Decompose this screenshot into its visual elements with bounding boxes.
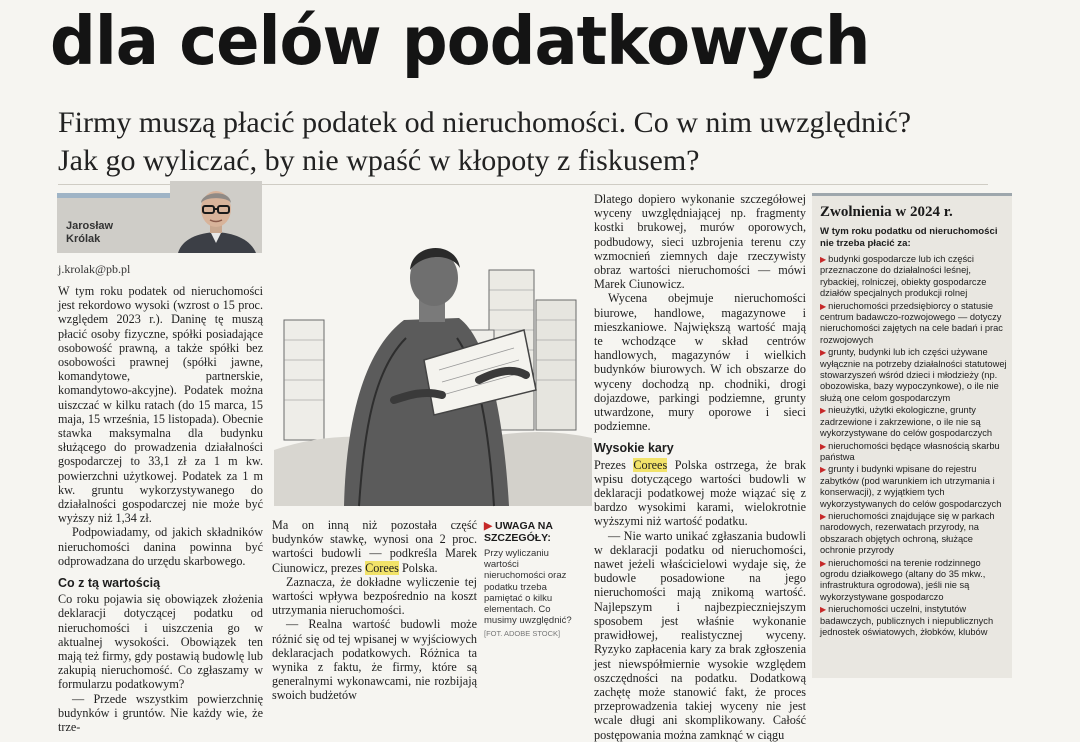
bullet-triangle-icon: ▶ (820, 605, 827, 615)
paragraph: Dlatego dopiero wykonanie szczegółowej wyceny uwzględniającej np. fragmenty kostki brukowej, murów oporowych, podbudowy, sieci uzbrojenia terenu czy wzmocnień ziemnych daje rzeczywisty obraz wartości nieruchomości — mówi Marek Ciunowicz. (594, 192, 806, 292)
paragraph (272, 518, 477, 575)
bullet-triangle-icon: ▶ (820, 465, 827, 475)
caption-arrow-icon: ▶ (484, 520, 493, 532)
exemptions-list (820, 254, 1008, 639)
photo-credit: [FOT. ADOBE STOCK] (484, 629, 561, 639)
text-run: Ma on inną niż pozostała część budynków stawkę, wynosi ona 2 proc. wartości budowli — podkreśla Marek Ciunowicz, prezes (272, 518, 477, 575)
paragraph: Co roku pojawia się obowiązek złożenia deklaracji dotyczącej podatku od nieruchomości i uiszczenia go w aktualnej wysokości. Obowiązek ten mają też firmy, gdy postawią budowlę lub zakupią nieruchomość. Co zgłaszamy w formularzu podatkowym? (58, 592, 263, 692)
bullet-triangle-icon: ▶ (820, 511, 827, 521)
man-with-blueprint-illustration (274, 200, 592, 506)
text-run: Prezes (594, 457, 634, 472)
lead-line-2: Jak go wyliczać, by nie wpaść w kłopoty z fiskusem? (58, 144, 700, 177)
bullet-triangle-icon: ▶ (820, 255, 827, 264)
list-item (820, 347, 1008, 404)
paragraph: Podpowiadamy, od jakich składników nieruchomości danina powinna być odprowadzana do urzędu skarbowego. (58, 525, 263, 568)
bullet-triangle-icon: ▶ (820, 406, 827, 416)
bullet-triangle-icon: ▶ (820, 301, 827, 311)
paragraph: — Nie warto unikać zgłaszania budowli w deklaracji podatku od nieruchomości, nawet jeżeli właścicielowi wydaje się, że budowle posadowione na jego nieruchomości mają znikomą wartość. Najlepszym i najbezpieczniejszym sposobem jest właśnie wykonanie prawidłowej, realistycznej wyceny. Ryzyko zapłacenia kary za brak zgłoszenia jest niewspółmiernie wysokie względem oszczędności na podatku. Dodatkową zachętę może stanowić fakt, że proces przeprowadzenia takiej wyceny nie jest wcale długi ani skomplikowany. Całość postępowania można zamknąć w ciągu (594, 528, 806, 742)
column-2 (272, 518, 477, 703)
paragraph: W tym roku podatek od nieruchomości jest rekordowo wysoki (wzrost o 15 proc. względem 2023 r.). Daninę tę muszą płacić osoby fizyczne, spółki posiadające osobowość prawną, a także spółki bez osobowości prawnej (spółki jawne, komandytowe, partnerskie, komandytowo-akcyjne). Podatek można uiszczać w kilku ratach (do 15 marca, 15 maja, 15 września, 15 listopada). Obecnie stawka maksymalna dla budynku służącego do prowadzenia działalności gospodarczej to 33,1 zł za 1 m kw. powierzchni użytkowej. Podatek za 1 m kw. gruntu wykorzystywanego do działalności gospodarczej nie może być wyższy niż 1,34 zł. (58, 284, 263, 526)
paragraph: — Przede wszystkim powierzchnię budynków i gruntów. Nie każdy wie, że trze- (58, 691, 263, 735)
list-item-text: nieruchomości przedsiębiorcy o statusie centrum badawczo-rozwojowego — dotyczy nieruchomości zajętych na cele badań i prac rozwojowych (820, 300, 1003, 345)
list-item-text: nieruchomości będące własnością skarbu państwa (820, 440, 1000, 462)
list-item (820, 511, 1008, 557)
list-item (820, 604, 1008, 638)
list-item-text: nieruchomości znajdujące się w parkach narodowych, rezerwatach przyrody, na obszarach objętych ochroną, służące ochronie przyrody (820, 510, 995, 556)
list-item (820, 558, 1008, 604)
list-item-text: nieruchomości uczelni, instytutów badawczych, publicznych i niepublicznych jednostek oświatowych, żłobków, klubów (820, 604, 994, 637)
column-1 (58, 284, 263, 735)
article-lead (58, 104, 1018, 180)
lead-line-1: Firmy muszą płacić podatek od nieruchomości. Co w nim uwzględnić? (58, 106, 912, 139)
list-item (820, 301, 1008, 347)
paragraph: Wycena obejmuje nieruchomości biurowe, handlowe, magazynowe i mieszkaniowe. Największą wartość mają te wchodzące w skład centrów handlowych, magazynów i wielkich budynków biurowych. W ich obszarze do wyceny dochodzą np. chodniki, drogi dojazdowe, parkingi podziemne, grunty utwardzone, mury oporowe i sieci podziemne. (594, 291, 806, 434)
sidebar-intro: W tym roku podatku od nieruchomości nie trzeba płacić za: (820, 226, 998, 249)
article-headline: dla celów podatkowych (50, 3, 870, 81)
caption-body: Przy wyliczaniu wartości nieruchomości oraz podatku trzeba pamiętać o kilku elementach. Co musimy uwzględnić? (484, 548, 572, 627)
column-3 (594, 192, 806, 742)
list-item-text: nieruchomości na terenie rodzinnego ogrodu działkowego (altany do 35 mkw., infrastruktura ogrodowa), jeśli nie są wykorzystywane gospodarczo (820, 557, 986, 602)
bullet-triangle-icon: ▶ (820, 441, 827, 451)
bullet-triangle-icon: ▶ (820, 558, 827, 568)
paragraph: Zaznacza, że dokładne wyliczenie tej wartości wpływa bezpośrednio na koszt utrzymania nieruchomości. (272, 574, 477, 618)
caption-title (484, 520, 580, 544)
author-photo (170, 181, 262, 253)
list-item (820, 254, 1008, 300)
caption-title-text: UWAGA NA SZCZEGÓŁY: (484, 520, 553, 544)
list-item-text: grunty i budynki wpisane do rejestru zabytków (pod warunkiem ich utrzymania i konserwacji), z wyjątkiem tych wykorzystywanych do celów gospodarczych (820, 464, 1002, 509)
list-item (820, 405, 1008, 439)
list-item-text: budynki gospodarcze lub ich części przeznaczone do działalności leśnej, rybackiej, rolniczej, obiekty gospodarcze działów specjalnych produkcji rolnej (820, 254, 987, 299)
author-first-name: Jarosław (66, 220, 114, 232)
subheading: Co z tą wartością (58, 576, 161, 591)
brand-highlight: Corees (633, 457, 668, 472)
paragraph: — Realna wartość budowli może różnić się od tej wpisanej w wyjściowych deklaracjach podatkowych. Różnica ta wynika z faktu, że firmy, które są generalnymi wykonawcami, nie rozbijają swoich budżetów (272, 617, 477, 703)
list-item-text: grunty, budynki lub ich części używane wyłącznie na potrzeby działalności statutowej stowarzyszeń wśród dzieci i młodzieży (np. obozowiska, bazy wypoczynkowe), o ile nie służą one celom gospodarczym (820, 347, 1007, 403)
list-item (820, 441, 1008, 464)
text-run: Polska. (398, 560, 438, 575)
exemptions-sidebar (812, 193, 1012, 678)
author-last-name: Królak (66, 233, 101, 245)
list-item-text: nieużytki, użytki ekologiczne, grunty zadrzewione i zakrzewione, o ile nie są wykorzystywane do celów gospodarczych (820, 405, 993, 439)
paragraph (594, 458, 806, 529)
author-name (66, 220, 113, 246)
subheading: Wysokie kary (594, 441, 674, 456)
brand-highlight: Corees (365, 560, 399, 575)
photo-caption (484, 520, 580, 638)
bullet-triangle-icon: ▶ (820, 348, 827, 358)
list-item (820, 464, 1008, 510)
sidebar-title: Zwolnienia w 2024 r. (820, 204, 953, 220)
author-email: j.krolak@pb.pl (58, 262, 131, 276)
text-run: Polska ostrzega, że brak wpisu dotyczącego wartości budowli w deklaracji podatkowej może wiązać się z bardzo wysokimi karami, wielokrotnie wyższymi niż wartość podatku. (594, 457, 806, 529)
